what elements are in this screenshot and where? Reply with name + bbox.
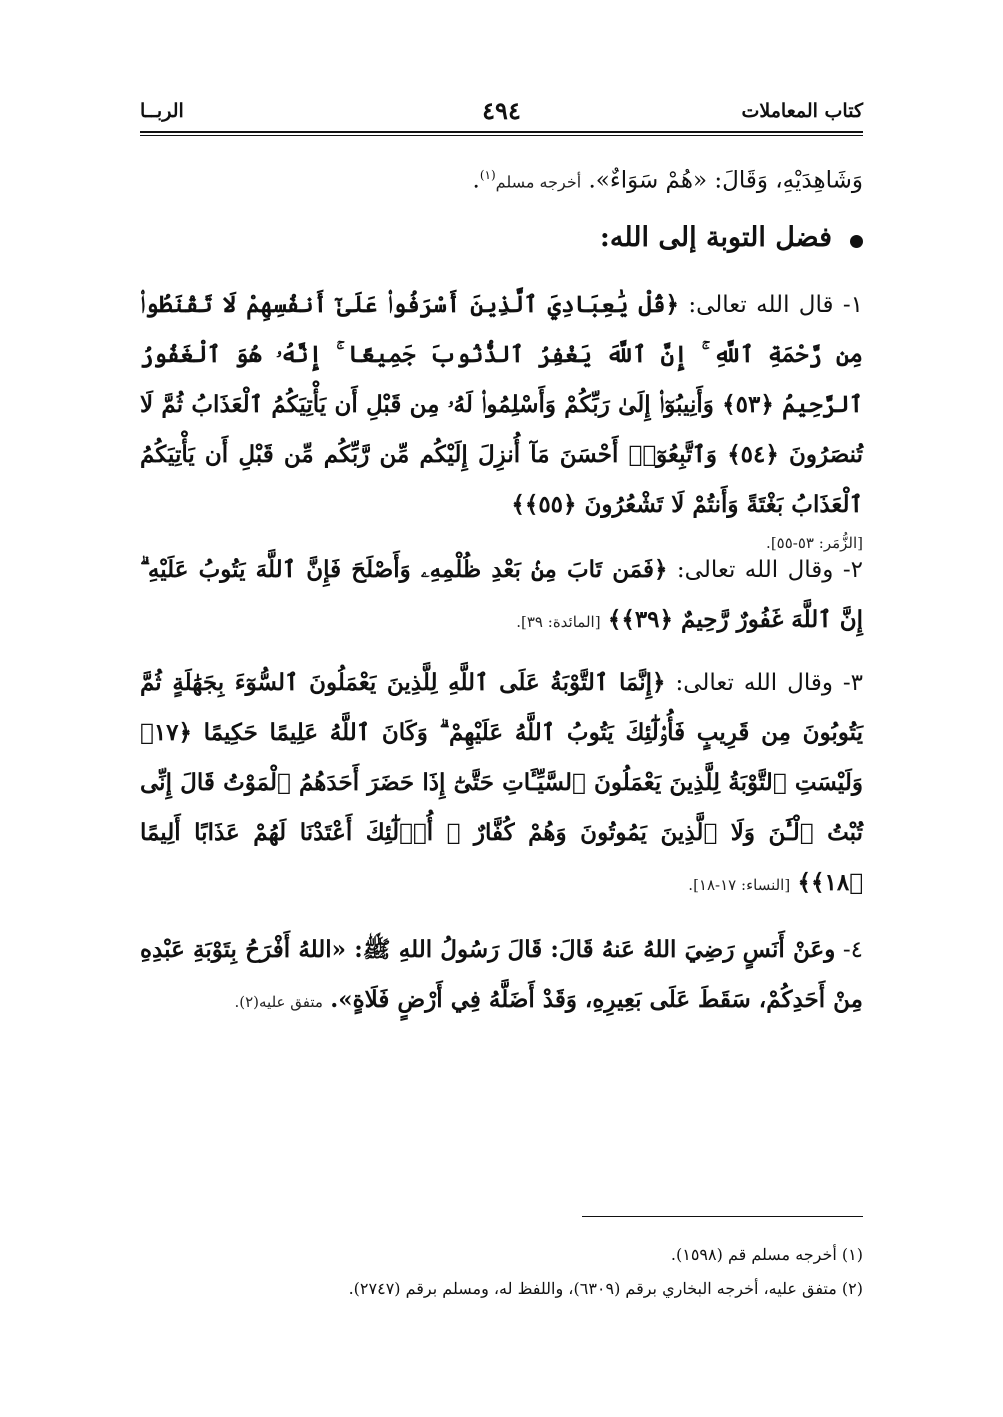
verse-reference: [المائدة: ٣٩]. bbox=[516, 613, 601, 631]
quran-verse: ﴿إِنَّمَا ٱلتَّوْبَةُ عَلَى ٱللَّهِ لِلَّذِينَ يَعْمَلُونَ ٱلسُّوٓءَ بِجَهَٰلَةٍ ثُمَّ يَتُوبُونَ مِن قَرِيبٍ فَأُو۟لَٰٓئِكَ يَتُوبُ ٱللَّهُ عَلَيْهِمْ ۗ وَكَانَ ٱللَّهُ عَلِيمًا حَكِيمًا ﴿١٧﴾ وَلَيْسَتِ ٱلتَّوْبَةُ لِلَّذِينَ يَعْمَلُونَ ٱلسَّيِّـَٔاتِ حَتَّىٰٓ إِذَا حَضَرَ أَحَدَهُمُ ٱلْمَوْتُ قَالَ إِنِّى تُبْتُ ٱلْـَٰٔنَ وَلَا ٱلَّذِينَ يَمُوتُونَ وَهُمْ كُفَّارٌ ۚ أُو۟لَٰٓئِكَ أَعْتَدْنَا لَهُمْ عَذَابًا أَلِيمًا ﴿١٨﴾﴾ bbox=[140, 669, 863, 896]
footnote-rule bbox=[582, 1216, 863, 1217]
chapter-title: الربــا bbox=[140, 100, 184, 122]
hadith-reference: متفق عليه(٢). bbox=[234, 993, 323, 1011]
page-number: ٤٩٤ bbox=[482, 96, 521, 125]
section-heading bbox=[140, 222, 863, 253]
quran-verse: ﴿قُلْ يَٰعِبَادِيَ ٱلَّذِينَ أَسْرَفُوا۟ عَلَىٰٓ أَنفُسِهِمْ لَا تَقْنَطُوا۟ مِن رَّحْمَةِ ٱللَّهِ ۚ إِنَّ ٱللَّهَ يَغْفِرُ ٱلذُّنُوبَ جَمِيعًا ۚ إِنَّهُۥ هُوَ ٱلْغَفُورُ ٱلرَّحِيمُ ﴿٥٣﴾ وَأَنِيبُوٓا۟ إِلَىٰ رَبِّكُمْ وَأَسْلِمُوا۟ لَهُۥ مِن قَبْلِ أَن يَأْتِيَكُمُ ٱلْعَذَابُ ثُمَّ لَا تُنصَرُونَ ﴿٥٤﴾ وَٱتَّبِعُوٓا۟ أَحْسَنَ مَآ أُنزِلَ إِلَيْكُم مِّن رَّبِّكُم مِّن قَبْلِ أَن يَأْتِيَكُمُ ٱلْعَذَابُ بَغْتَةً وَأَنتُمْ لَا تَشْعُرُونَ ﴿٥٥﴾﴾ bbox=[140, 291, 864, 518]
item-number: ٤- bbox=[842, 937, 863, 963]
item-number: ١- bbox=[842, 292, 863, 318]
item-number: ٣- bbox=[842, 670, 864, 696]
header-rule-thin bbox=[140, 135, 863, 136]
bullet-icon bbox=[850, 235, 863, 248]
intro-text: وَشَاهِدَيْهِ، وَقَالَ: «هُمْ سَوَاءٌ». bbox=[588, 167, 863, 194]
hadith-text: وعَنْ أَنَسٍ رَضِيَ اللهُ عَنهُ قَالَ: قَالَ رَسُولُ اللهِ ﷺ: «اللهُ أَفْرَحُ بِتَوْبَةِ عَبْدِهِ مِنْ أَحَدِكُمْ، سَقَطَ عَلَى بَعِيرِهِ، وَقَدْ أَضَلَّهُ فِي أَرْضٍ فَلَاةٍ». bbox=[140, 936, 863, 1013]
page-header bbox=[140, 96, 863, 134]
footnotes bbox=[140, 1238, 863, 1306]
verse-reference: [النساء: ١٧-١٨]. bbox=[688, 876, 791, 894]
item-3 bbox=[140, 658, 863, 910]
footnote-2: (٢) متفق عليه، أخرجه البخاري برقم (٦٣٠٩)، واللفظ له، ومسلم برقم (٢٧٤٧). bbox=[348, 1279, 863, 1298]
item-intro: قال الله تعالى: bbox=[688, 292, 834, 318]
intro-line bbox=[140, 160, 863, 198]
item-2 bbox=[140, 545, 863, 647]
book-title: كتاب المعاملات bbox=[741, 100, 863, 122]
item-intro: وقال الله تعالى: bbox=[676, 557, 834, 583]
item-1 bbox=[140, 280, 863, 552]
item-4 bbox=[140, 925, 863, 1027]
intro-source: أخرجه مسلم bbox=[495, 172, 582, 192]
item-intro: وقال الله تعالى: bbox=[675, 670, 833, 696]
section-title: فضل التوبة إلى الله: bbox=[599, 222, 832, 253]
header-rule bbox=[140, 131, 863, 133]
quran-verse: ﴿فَمَن تَابَ مِنۢ بَعْدِ ظُلْمِهِۦ وَأَصْلَحَ فَإِنَّ ٱللَّهَ يَتُوبُ عَلَيْهِ ۗ إِنَّ ٱللَّهَ غَفُورٌ رَّحِيمٌ ﴿٣٩﴾﴾ bbox=[140, 556, 863, 633]
intro-end: . bbox=[472, 167, 480, 194]
footnote-1: (١) أخرجه مسلم قم (١٥٩٨). bbox=[670, 1245, 863, 1264]
item-number: ٢- bbox=[842, 557, 864, 583]
verse-reference: [الزُّمَر: ٥٣-٥٥]. bbox=[766, 534, 863, 552]
footnote-marker-1: (١) bbox=[479, 168, 496, 182]
